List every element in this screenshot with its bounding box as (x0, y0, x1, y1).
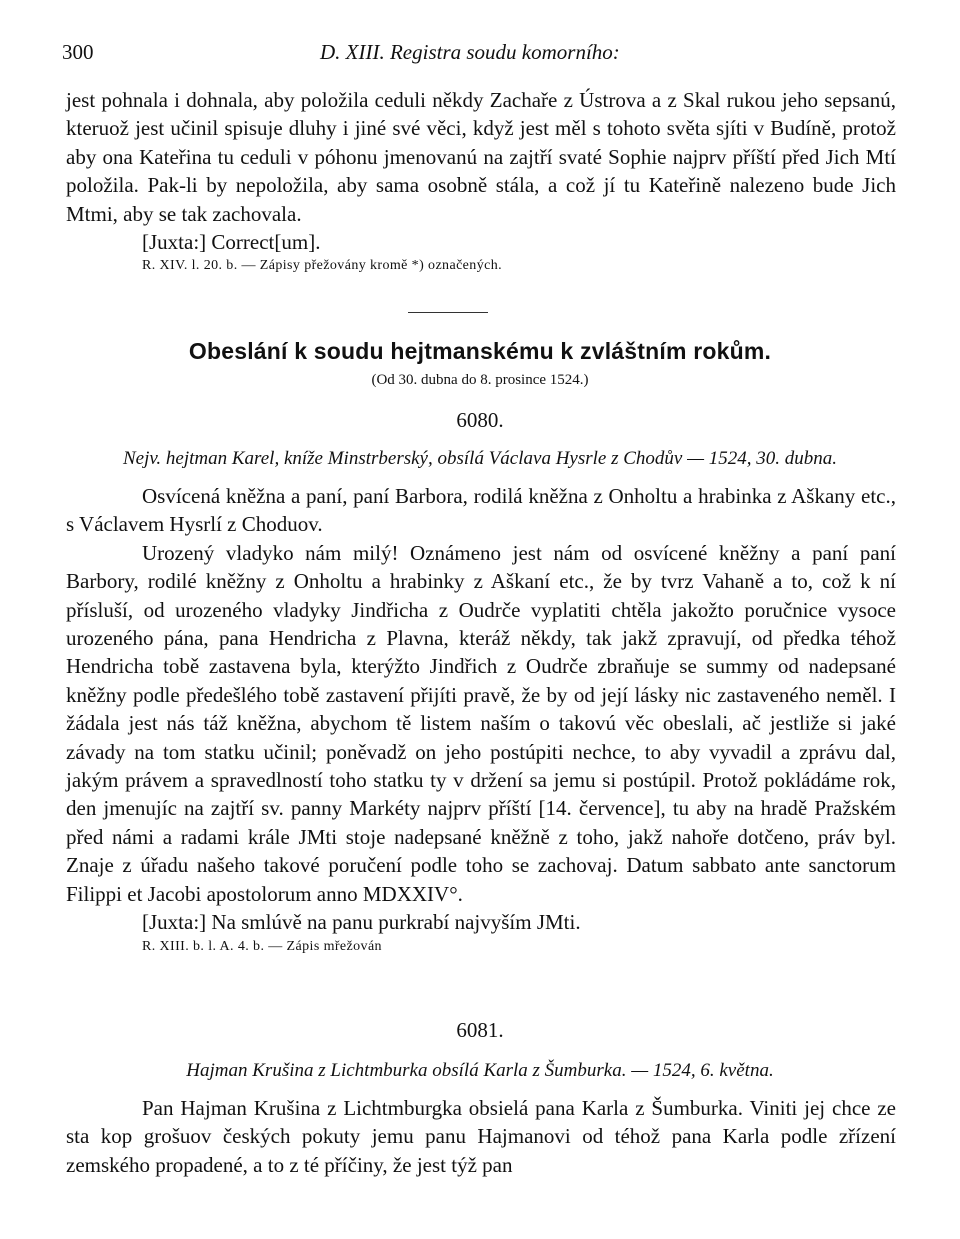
page-number: 300 (62, 40, 94, 64)
intro-source-note: R. XIV. l. 20. b. — Zápisy přežovány kromě *) označených. (142, 258, 503, 274)
document-number-6080: 6080. (456, 408, 504, 432)
intro-juxta: [Juxta:] Correct[um]. (142, 230, 321, 255)
document-source-note-6080: R. XIII. b. l. A. 4. b. — Zápis mřežován (142, 938, 382, 954)
document-juxta-6080: [Juxta:] Na smlúvě na panu purkrabí najvyším JMti. (142, 910, 581, 935)
running-head: D. XIII. Registra soudu komorního: (320, 40, 620, 64)
document-number-6081: 6081. (456, 1018, 504, 1042)
document-summary-6081: Hajman Krušina z Lichtmburka obsílá Karla z Šumburka. — 1524, 6. května. (186, 1060, 774, 1081)
section-title: Obeslání k soudu hejtmanskému k zvláštním rokům. (188, 338, 772, 364)
intro-block (66, 86, 896, 276)
page-header (62, 40, 898, 74)
document-body-6081 (66, 1094, 896, 1179)
section-date-range: (Od 30. dubna do 8. prosince 1524.) (371, 372, 589, 388)
document-body-6080 (66, 482, 896, 957)
section-divider (408, 312, 488, 313)
intro-paragraph: jest pohnala i dohnala, aby položila ceduli někdy Zachaře z Ústrova a z Skal rukou jeho sepsanú, kteruož jest učinil spisuje dluhy i jiné své věci, když jest měl s tohoto světa sjíti v Budíně, protož aby ona Kateřina tu ceduli v póhonu jmenovanú na zajtří svaté Sophie najprv příští před Jich Mtí položila. Pak-li by nepoložila, aby sama osobně stála, a což jí tu Kateřině nalezeno bude Jich Mtmi, aby se tak zachovala. (66, 88, 896, 226)
body-paragraph: Pan Hajman Krušina z Lichtmburgka obsielá pana Karla z Šumburka. Viniti jej chce ze sta kop grošuov českých pokuty jemu panu Hajmanovi od téhož pana Karla podle zřízení zemského propadené, a to z té příčiny, že jest týž pan (66, 1096, 896, 1177)
body-paragraph: Osvícená kněžna a paní, paní Barbora, rodilá kněžna z Onholtu a hrabinka z Aškany etc., s Václavem Hysrlí z Choduov. (66, 484, 896, 537)
document-summary-6080: Nejv. hejtman Karel, kníže Minstrberský, obsílá Václava Hysrle z Chodův — 1524, 30. dubna. (123, 448, 837, 469)
body-paragraph: Urozený vladyko nám milý! Oznámeno jest nám od osvícené kněžny a paní paní Barbory, rodilé kněžny z Onholtu a hrabinky z Aškaní etc., že by tvrz Vahaně a to, což k ní přísluší, od urozeného vladyky Jindřicha z Oudrče vyplatiti chtěla jakožto poručnice vysoce urozeného pána, pana Hendricha z Plavna, kteráž někdy, tak jakž zpravují, od předka téhož Hendricha tobě zastavena byla, kterýžto Jindřich z Oudrče zbraňuje se summy od nadepsané kněžny podle předešlého tobě zastavení přijíti pravě, že by od její lásky nic zastaveného neměl. I žádala jest nás táž kněžna, abychom tě listem naším o takovú věc obeslali, ač jestliže si jaké závady na tom statku učinil; poněvadž on jeho postúpiti nechce, to aby vyvadil a zprávu dal, jakým právem a spravedlností toho statku ty v držení sa jemu si postúpil. Protož pokládáme rok, den jmenujíc na zajtří sv. panny Markéty najprv příští [14. července], tu aby na hradě Pražském před námi a radami krále JMti stoje nadepsané kněžně z toho, jakž nahoře dotčeno, práv byl. Znaje z úřadu našeho takové poručení podle toho se zachovaj. Datum sabbato ante sanctorum Filippi et Jacobi apostolorum anno MDXXIV°. (66, 540, 896, 906)
